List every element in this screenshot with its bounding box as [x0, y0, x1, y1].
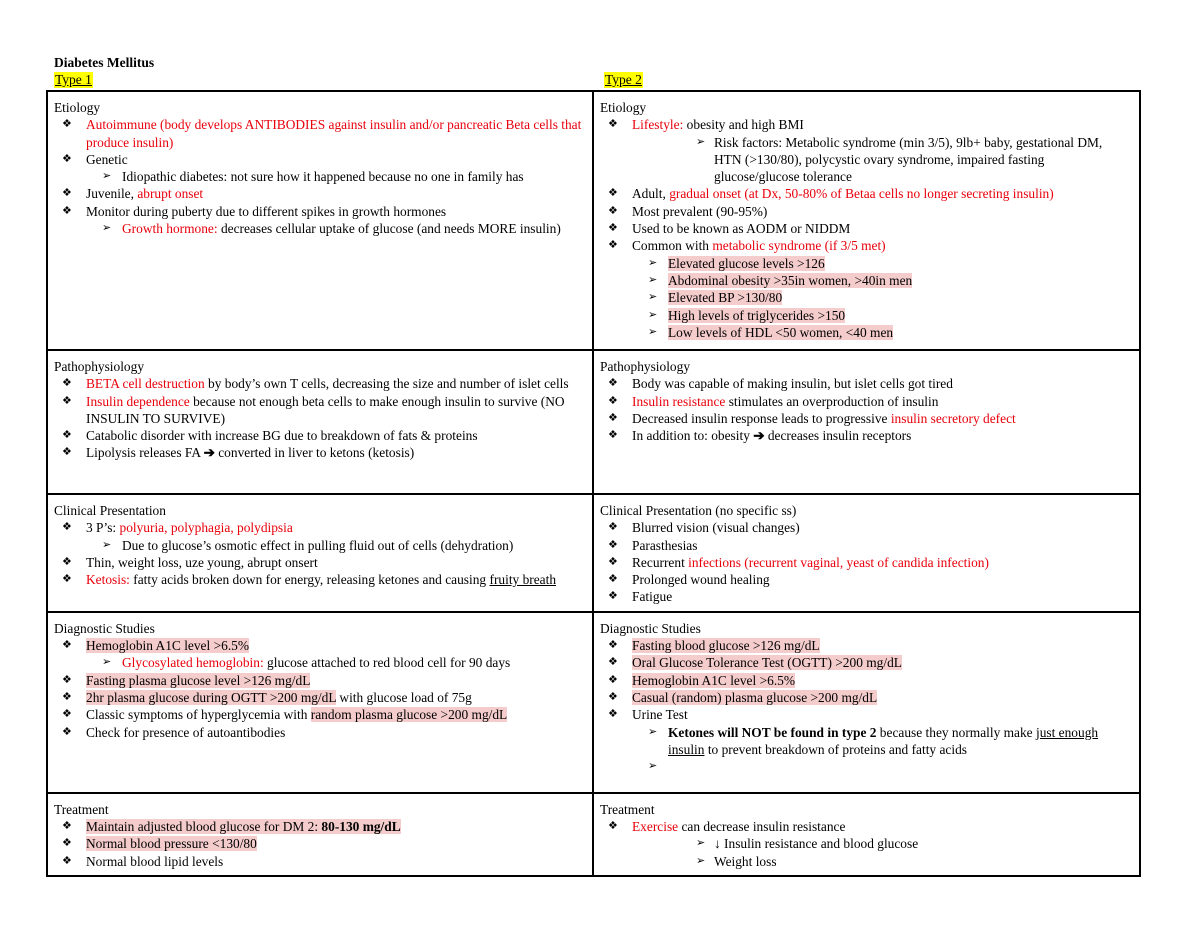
- sub-list-item-bold: Ketones will NOT be found in type 2: [668, 724, 877, 740]
- type-1-label: Type 1: [55, 72, 92, 87]
- list-item-highlight: Maintain adjusted blood glucose for DM 2:: [86, 819, 322, 835]
- list-item: [54, 689, 586, 706]
- list-item-emphasis: infections (recurrent vaginal, yeast of candida infection): [688, 554, 989, 570]
- sub-list-item: [88, 220, 586, 237]
- list-item-emphasis: abrupt onset: [137, 186, 204, 202]
- list-item: [600, 220, 1133, 237]
- list-item-emphasis: metabolic syndrome (if 3/5 met): [712, 238, 886, 254]
- section-heading: Treatment: [600, 801, 655, 817]
- list-item: [600, 116, 1133, 185]
- list-item: [600, 185, 1133, 202]
- list-item: [600, 571, 1133, 588]
- sub-list-item: [88, 654, 586, 671]
- sub-list-item-text: Abdominal obesity >35in women, >40in men: [668, 272, 913, 288]
- type1-treatment-cell: [47, 793, 593, 876]
- sub-list-item: [634, 307, 1133, 324]
- list-item-underlined: fruity breath: [489, 572, 557, 588]
- list-item-highlight: Hemoglobin A1C level >6.5%: [632, 672, 796, 688]
- bullet-list: [54, 637, 586, 741]
- section-heading: Diagnostic Studies: [600, 620, 701, 636]
- sub-list-item-text: Elevated BP >130/80: [668, 290, 783, 306]
- list-item: [600, 375, 1133, 392]
- table-row-diagnostic-studies: [47, 612, 1140, 793]
- list-item: [600, 537, 1133, 554]
- sub-list-item-text: Due to glucose’s osmotic effect in pulling fluid out of cells (dehydration): [122, 537, 514, 553]
- sub-list-item: [88, 168, 586, 185]
- list-item-text: Fatigue: [632, 589, 673, 605]
- list-item: [600, 203, 1133, 220]
- sub-list-item-emphasis: Growth hormone:: [122, 221, 218, 237]
- sub-list-item: [632, 835, 1133, 852]
- list-item-text: Parasthesias: [632, 537, 698, 553]
- sub-list-item-text: ↓ Insulin resistance and blood glucose: [714, 836, 919, 852]
- bullet-list: [54, 116, 586, 237]
- list-item-highlight: Casual (random) plasma glucose >200 mg/dL: [632, 689, 878, 705]
- list-item: [600, 706, 1133, 775]
- list-item: [54, 818, 586, 835]
- arrow-icon: ➔: [203, 445, 215, 461]
- section-heading: Etiology: [600, 100, 647, 115]
- sub-list-item-text: decreases cellular uptake of glucose (and needs MORE insulin): [217, 221, 561, 237]
- bullet-list: [54, 375, 586, 461]
- type2-pathophysiology-cell: [593, 350, 1140, 494]
- list-item-text: Check for presence of autoantibodies: [86, 724, 286, 740]
- sub-list-item: [634, 324, 1133, 341]
- type1-clinical-cell: [47, 494, 593, 612]
- list-item-text: obesity and high BMI: [683, 117, 804, 133]
- page-title: Diabetes Mellitus: [54, 55, 155, 70]
- bullet-list: [600, 637, 1133, 775]
- section-heading: Pathophysiology: [600, 359, 691, 374]
- sub-list-item-text: because they normally make: [876, 724, 1036, 740]
- list-item-emphasis: Insulin resistance: [632, 393, 726, 409]
- section-heading: Diagnostic Studies: [54, 620, 155, 636]
- bullet-list: [600, 375, 1133, 444]
- list-item: [54, 393, 586, 428]
- sub-list-item-text: Low levels of HDL <50 women, <40 men: [668, 324, 894, 340]
- list-item-text: decreases insulin receptors: [764, 428, 912, 444]
- type-2-label: Type 2: [605, 72, 642, 87]
- sub-list-item-text: High levels of triglycerides >150: [668, 307, 846, 323]
- list-item: [600, 672, 1133, 689]
- table-row-pathophysiology: [47, 350, 1140, 494]
- list-item-text: Lipolysis releases FA: [86, 445, 204, 461]
- list-item-emphasis: BETA cell destruction: [86, 376, 205, 392]
- sub-list-item: [88, 537, 586, 554]
- list-item-text: Body was capable of making insulin, but islet cells got tired: [632, 376, 953, 392]
- list-item-emphasis: Insulin dependence: [86, 393, 190, 409]
- type2-diagnostic-cell: [593, 612, 1140, 793]
- list-item: [54, 672, 586, 689]
- list-item-text: can decrease insulin resistance: [678, 819, 846, 835]
- list-item-text: converted in liver to ketons (ketosis): [214, 445, 415, 461]
- list-item: [54, 151, 586, 186]
- list-item-text: Used to be known as AODM or NIDDM: [632, 221, 851, 237]
- list-item-text: Urine Test: [632, 707, 688, 723]
- sub-list-item-empty: [634, 758, 1133, 775]
- section-heading: Etiology: [54, 100, 101, 115]
- sub-list-item-text: to prevent breakdown of proteins and fatty acids: [704, 741, 967, 757]
- list-item: [54, 519, 586, 554]
- type1-pathophysiology-cell: [47, 350, 593, 494]
- sub-list-item: [634, 724, 1133, 759]
- table-row-etiology: [47, 91, 1140, 350]
- list-item: [54, 375, 586, 392]
- list-item-highlight: Fasting blood glucose >126 mg/dL: [632, 638, 820, 654]
- section-heading: Clinical Presentation (no specific ss): [600, 503, 797, 518]
- list-item: [54, 116, 586, 151]
- list-item: [54, 835, 586, 852]
- comparison-table: [46, 90, 1141, 877]
- list-item: [54, 185, 586, 202]
- bullet-list: [600, 116, 1133, 341]
- sub-list-item-text: Elevated glucose levels >126: [668, 255, 825, 271]
- list-item-text: Recurrent: [632, 554, 689, 570]
- list-item-emphasis: Ketosis:: [86, 572, 130, 588]
- type1-diagnostic-cell: [47, 612, 593, 793]
- list-item: [54, 444, 586, 461]
- list-item: [600, 588, 1133, 605]
- list-item: [600, 637, 1133, 654]
- section-heading: Pathophysiology: [54, 359, 145, 374]
- list-item-emphasis: Exercise: [632, 819, 679, 835]
- section-heading: Treatment: [54, 801, 109, 817]
- sub-list-item: [632, 853, 1133, 870]
- list-item-text: In addition to: obesity: [632, 428, 754, 444]
- list-item-text: Classic symptoms of hyperglycemia with: [86, 707, 311, 723]
- list-item: [600, 689, 1133, 706]
- table-row-treatment: [47, 793, 1140, 876]
- sub-list-item-underlined: just enough insulin: [668, 724, 1099, 757]
- list-item-text: Adult,: [632, 186, 670, 202]
- list-item-highlight-bold: 80-130 mg/dL: [321, 819, 401, 835]
- list-item-text: Common with: [632, 238, 713, 254]
- list-item-highlight: Fasting plasma glucose level >126 mg/dL: [86, 672, 311, 688]
- sub-list-item: [634, 289, 1133, 306]
- list-item-text: Autoimmune (body develops ANTIBODIES against insulin and/or pancreatic Beta cells that produce insulin): [86, 117, 582, 150]
- type2-clinical-cell: [593, 494, 1140, 612]
- list-item-emphasis: polyuria, polyphagia, polydipsia: [119, 520, 293, 536]
- sub-list-item-emphasis: Glycosylated hemoglobin:: [122, 655, 264, 671]
- list-item: [54, 724, 586, 741]
- list-item-text: Prolonged wound healing: [632, 572, 770, 588]
- list-item-highlight: Hemoglobin A1C level >6.5%: [86, 638, 250, 654]
- table-row-clinical-presentation: [47, 494, 1140, 612]
- list-item-text: because not enough beta cells to make enough insulin to survive (NO INSULIN TO SURVIVE): [86, 393, 565, 426]
- list-item-text: 3 P’s:: [86, 520, 120, 536]
- list-item: [54, 203, 586, 238]
- list-item: [600, 393, 1133, 410]
- list-item-highlight: Oral Glucose Tolerance Test (OGTT) >200 mg/dL: [632, 655, 902, 671]
- bullet-list: [54, 519, 586, 588]
- list-item: [54, 637, 586, 672]
- sub-list-item-text: Idiopathic diabetes: not sure how it happened because no one in family has: [122, 169, 524, 185]
- sub-list-item-text: Risk factors: Metabolic syndrome (min 3/5), 9lb+ baby, gestational DM, HTN (>130/80), polycystic ovary syndrome, impaired fasting glucose/glucose tolerance: [714, 134, 1103, 185]
- list-item-text: by body’s own T cells, decreasing the size and number of islet cells: [204, 376, 569, 392]
- list-item-text: with glucose load of 75g: [336, 689, 472, 705]
- list-item: [54, 853, 586, 870]
- list-item: [600, 427, 1133, 444]
- list-item-text: stimulates an overproduction of insulin: [725, 393, 939, 409]
- list-item-emphasis: Lifestyle:: [632, 117, 684, 133]
- list-item: [54, 706, 586, 723]
- list-item: [600, 554, 1133, 571]
- list-item-text: Juvenile,: [86, 186, 138, 202]
- type1-etiology-cell: [47, 91, 593, 350]
- bullet-list: [600, 519, 1133, 605]
- sub-list-item: [634, 255, 1133, 272]
- bullet-list: [54, 818, 586, 870]
- list-item-emphasis: gradual onset (at Dx, 50-80% of Betaa cells no longer secreting insulin): [669, 186, 1054, 202]
- list-item-text: Blurred vision (visual changes): [632, 520, 800, 536]
- bullet-list: [600, 818, 1133, 870]
- type2-treatment-cell: [593, 793, 1140, 876]
- list-item-text: Thin, weight loss, uze young, abrupt onsert: [86, 554, 318, 570]
- list-item-highlight: 2hr plasma glucose during OGTT >200 mg/dL: [86, 689, 337, 705]
- type2-etiology-cell: [593, 91, 1140, 350]
- sub-list-item-text: Weight loss: [714, 853, 777, 869]
- list-item: [54, 427, 586, 444]
- sub-list-item-text: glucose attached to red blood cell for 90 days: [263, 655, 511, 671]
- list-item-text: Genetic: [86, 151, 128, 167]
- list-item: [600, 410, 1133, 427]
- list-item-text: Normal blood lipid levels: [86, 853, 224, 869]
- list-item-text: fatty acids broken down for energy, releasing ketones and causing: [129, 572, 490, 588]
- list-item-highlight: Normal blood pressure <130/80: [86, 836, 257, 852]
- list-item-text: Catabolic disorder with increase BG due to breakdown of fats & proteins: [86, 428, 478, 444]
- list-item-text: Most prevalent (90-95%): [632, 203, 768, 219]
- section-heading: Clinical Presentation: [54, 503, 166, 518]
- list-item-emphasis: insulin secretory defect: [890, 410, 1016, 426]
- list-item-text: Decreased insulin response leads to progressive: [632, 410, 891, 426]
- list-item: [600, 519, 1133, 536]
- list-item-text: Monitor during puberty due to different spikes in growth hormones: [86, 203, 447, 219]
- list-item: [54, 571, 586, 588]
- list-item-highlight: random plasma glucose >200 mg/dL: [310, 707, 508, 723]
- list-item: [600, 654, 1133, 671]
- sub-list-item: [634, 272, 1133, 289]
- list-item: [54, 554, 586, 571]
- sub-list-item: [632, 134, 1133, 186]
- list-item: [600, 237, 1133, 341]
- list-item: [600, 818, 1133, 870]
- arrow-icon: ➔: [753, 428, 765, 444]
